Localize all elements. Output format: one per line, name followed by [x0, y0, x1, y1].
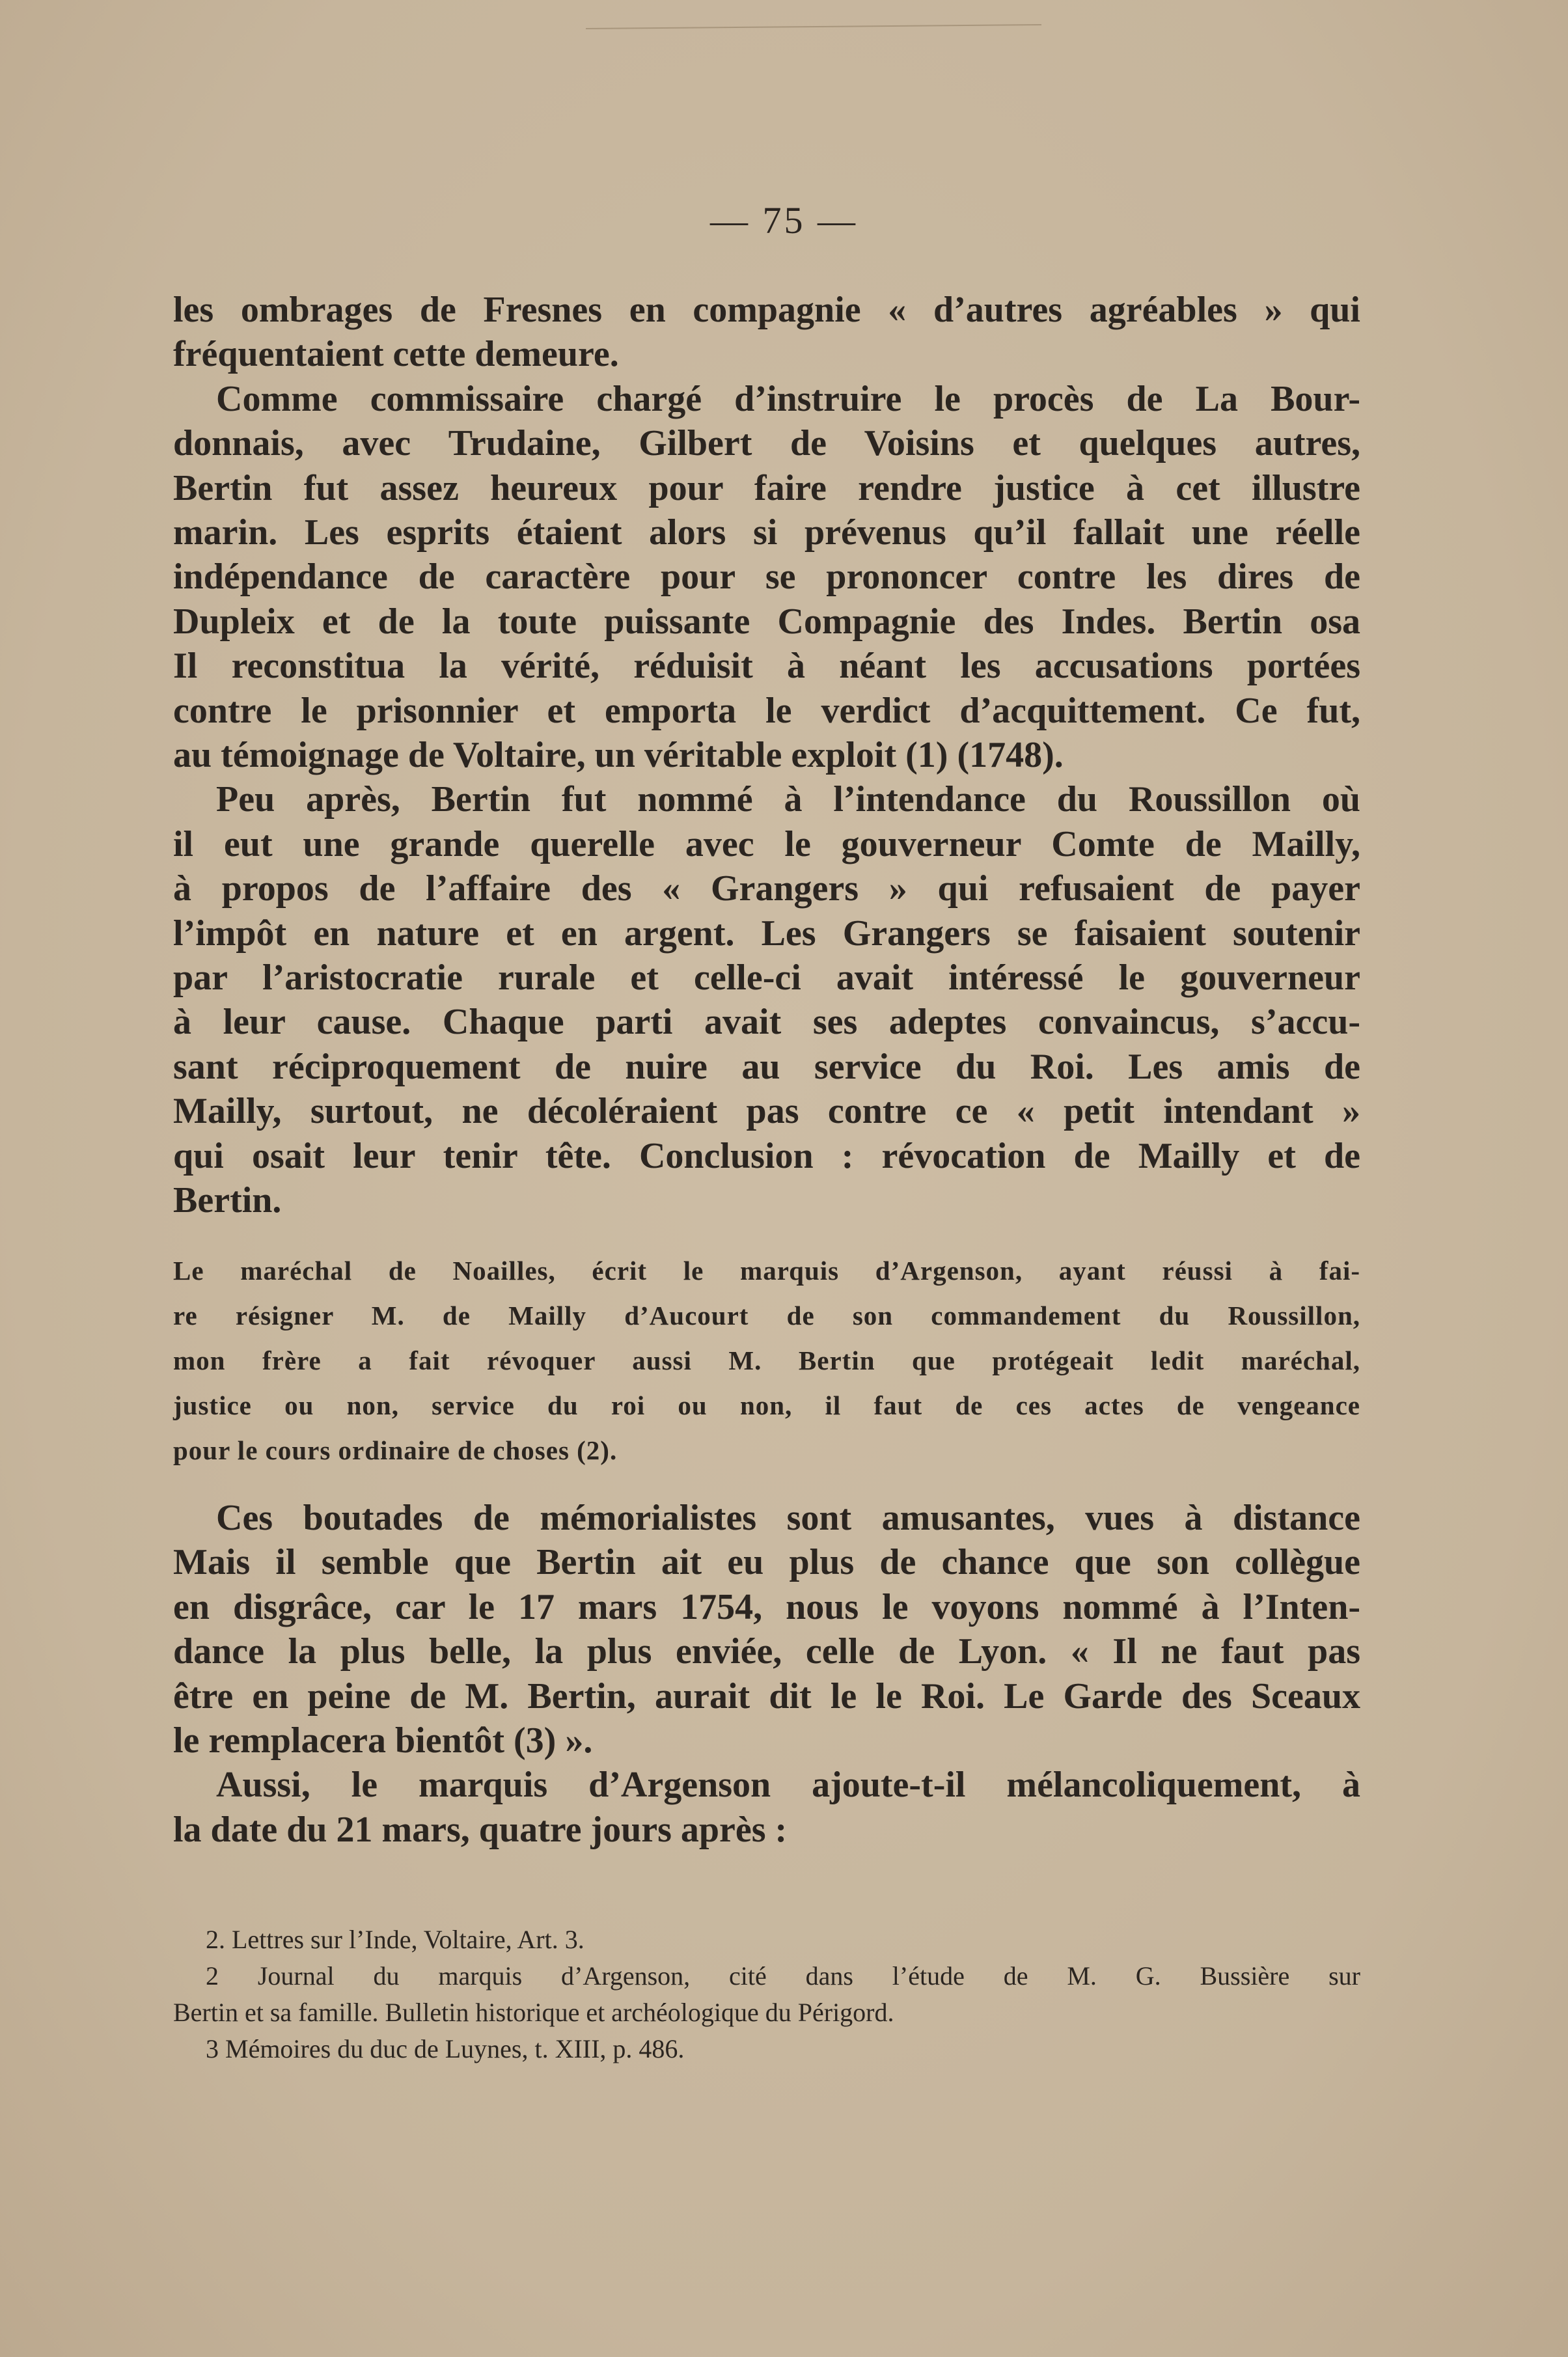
paragraph-line: Mais il semble que Bertin ait eu plus de chance que son collègue [173, 1542, 1360, 1583]
paragraph-line: qui osait leur tenir tête. Conclusion : révocation de Mailly et de [173, 1135, 1360, 1176]
paragraph-line: le remplacera bientôt (3) ». [173, 1720, 593, 1761]
quote-line: re résigner M. de Mailly d’Aucourt de son commandement du Roussillon, [173, 1301, 1360, 1330]
paragraph-line: la date du 21 mars, quatre jours après : [173, 1809, 788, 1850]
paragraph-line: Il reconstitua la vérité, réduisit à néant les accusations portées [173, 646, 1360, 687]
paragraph-line: Dupleix et de la toute puissante Compagnie des Indes. Bertin osa [173, 601, 1360, 642]
paragraph-line: Ces boutades de mémorialistes sont amusantes, vues à distance [216, 1498, 1360, 1538]
paragraph-line: il eut une grande querelle avec le gouverneur Comte de Mailly, [173, 823, 1360, 864]
paragraph-line: Aussi, le marquis d’Argenson ajoute-t-il mélancoliquement, à [216, 1765, 1360, 1806]
quote-line: mon frère a fait révoquer aussi M. Bertin que protégeait ledit maréchal, [173, 1345, 1360, 1375]
quote-line: Le maréchal de Noailles, écrit le marquis d’Argenson, ayant réussi à fai- [173, 1256, 1360, 1286]
paragraph-line: sant réciproquement de nuire au service du Roi. Les amis de [173, 1046, 1360, 1087]
paragraph-line: au témoignage de Voltaire, un véritable exploit (1) (1748). [173, 735, 1064, 775]
paragraph-line: Peu après, Bertin fut nommé à l’intendance du Roussillon où [216, 779, 1360, 820]
paragraph-line: les ombrages de Fresnes en compagnie « d’autres agréables » qui [173, 290, 1360, 330]
paragraph-line: Bertin. [173, 1180, 282, 1220]
paragraph-line: Mailly, surtout, ne décoléraient pas contre ce « petit intendant » [173, 1091, 1360, 1132]
paragraph-line: contre le prisonnier et emporta le verdict d’acquittement. Ce fut, [173, 690, 1360, 731]
footnote-line: Bertin et sa famille. Bulletin historique et archéologique du Périgord. [173, 1998, 894, 2027]
paragraph-line: donnais, avec Trudaine, Gilbert de Voisins et quelques autres, [173, 423, 1360, 464]
footnote-line: 2. Lettres sur l’Inde, Voltaire, Art. 3. [206, 1925, 585, 1954]
footnote-line: 3 Mémoires du duc de Luynes, t. XIII, p. 486. [206, 2034, 685, 2063]
page-number: — 75 — [710, 199, 858, 241]
quote-line: justice ou non, service du roi ou non, il faut de ces actes de vengeance [173, 1390, 1360, 1420]
paragraph-line: fréquentaient cette demeure. [173, 334, 619, 375]
paragraph-line: marin. Les esprits étaient alors si prévenus qu’il fallait une réelle [173, 512, 1360, 553]
quote-line: pour le cours ordinaire de choses (2). [173, 1435, 618, 1465]
paragraph-line: l’impôt en nature et en argent. Les Grangers se faisaient soutenir [173, 913, 1360, 954]
paragraph-line: en disgrâce, car le 17 mars 1754, nous le voyons nommé à l’Inten- [173, 1586, 1360, 1627]
paragraph-line: à leur cause. Chaque parti avait ses adeptes convaincus, s’accu- [173, 1002, 1360, 1043]
footnote-line: 2 Journal du marquis d’Argenson, cité dans l’étude de M. G. Bussière sur [206, 1961, 1360, 1991]
paragraph-line: Comme commissaire chargé d’instruire le procès de La Bour- [216, 378, 1360, 419]
paragraph-line: être en peine de M. Bertin, aurait dit le le Roi. Le Garde des Sceaux [173, 1675, 1360, 1716]
paragraph-line: à propos de l’affaire des « Grangers » qui refusaient de payer [173, 868, 1360, 909]
paragraph-line: indépendance de caractère pour se prononcer contre les dires de [173, 557, 1360, 598]
paragraph-line: dance la plus belle, la plus enviée, celle de Lyon. « Il ne faut pas [173, 1631, 1360, 1672]
paragraph-line: Bertin fut assez heureux pour faire rendre justice à cet illustre [173, 467, 1360, 508]
paragraph-line: par l’aristocratie rurale et celle-ci avait intéressé le gouverneur [173, 958, 1360, 998]
